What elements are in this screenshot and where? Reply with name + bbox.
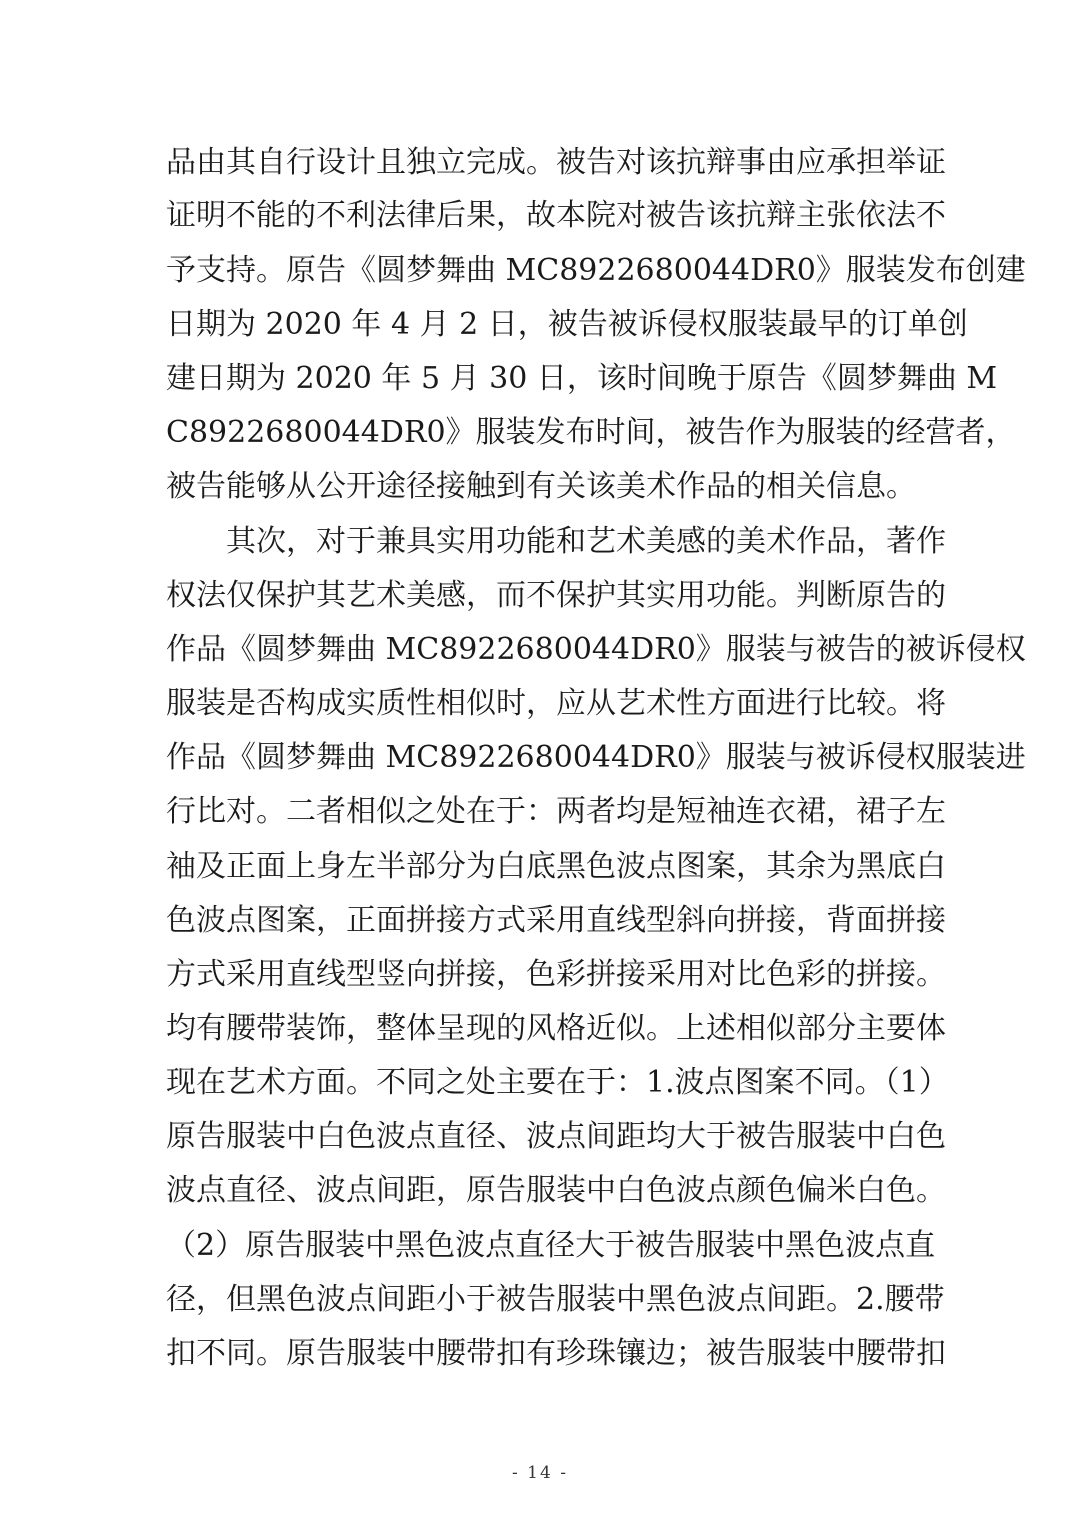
text-line: 建日期为 2020 年 5 月 30 日，该时间晚于原告《圆梦舞曲 M: [166, 361, 998, 396]
text-line: 行比对。二者相似之处在于：两者均是短袖连衣裙，裙子左: [166, 794, 946, 829]
text-line: C8922680044DR0》服装发布时间，被告作为服装的经营者，: [166, 415, 1016, 450]
text-line: 原告服装中白色波点直径、波点间距均大于被告服装中白色: [166, 1119, 946, 1154]
text-line: 方式采用直线型竖向拼接，色彩拼接采用对比色彩的拼接。: [166, 957, 946, 992]
text-line: （2）原告服装中黑色波点直径大于被告服装中黑色波点直: [166, 1228, 936, 1263]
text-line: 日期为 2020 年 4 月 2 日，被告被诉侵权服装最早的订单创: [166, 307, 968, 342]
text-line: 色波点图案，正面拼接方式采用直线型斜向拼接，背面拼接: [166, 903, 946, 938]
text-line: 服装是否构成实质性相似时，应从艺术性方面进行比较。将: [166, 686, 946, 721]
text-line: 权法仅保护其艺术美感，而不保护其实用功能。判断原告的: [166, 578, 946, 613]
text-line: 现在艺术方面。不同之处主要在于：1.波点图案不同。（1）: [166, 1065, 949, 1100]
text-line: 作品《圆梦舞曲 MC8922680044DR0》服装与被告的被诉侵权: [166, 632, 1026, 667]
text-line: 径，但黑色波点间距小于被告服装中黑色波点间距。2.腰带: [166, 1282, 945, 1317]
text-line: 品由其自行设计且独立完成。被告对该抗辩事由应承担举证: [166, 145, 946, 180]
text-line: 证明不能的不利法律后果，故本院对被告该抗辩主张依法不: [166, 198, 946, 233]
text-line: 袖及正面上身左半部分为白底黑色波点图案，其余为黑底白: [166, 849, 946, 884]
text-line: 波点直径、波点间距，原告服装中白色波点颜色偏米白色。: [166, 1173, 946, 1208]
text-line: 扣不同。原告服装中腰带扣有珍珠镶边；被告服装中腰带扣: [166, 1336, 946, 1371]
text-line: 均有腰带装饰，整体呈现的风格近似。上述相似部分主要体: [166, 1011, 946, 1046]
text-line: 作品《圆梦舞曲 MC8922680044DR0》服装与被诉侵权服装进: [166, 740, 1026, 775]
page-number: - 14 -: [512, 1463, 568, 1483]
paragraph-first-line: 其次，对于兼具实用功能和艺术美感的美术作品，著作: [226, 524, 946, 559]
text-line: 予支持。原告《圆梦舞曲 MC8922680044DR0》服装发布创建: [166, 253, 1026, 288]
text-line: 被告能够从公开途径接触到有关该美术作品的相关信息。: [166, 469, 916, 504]
